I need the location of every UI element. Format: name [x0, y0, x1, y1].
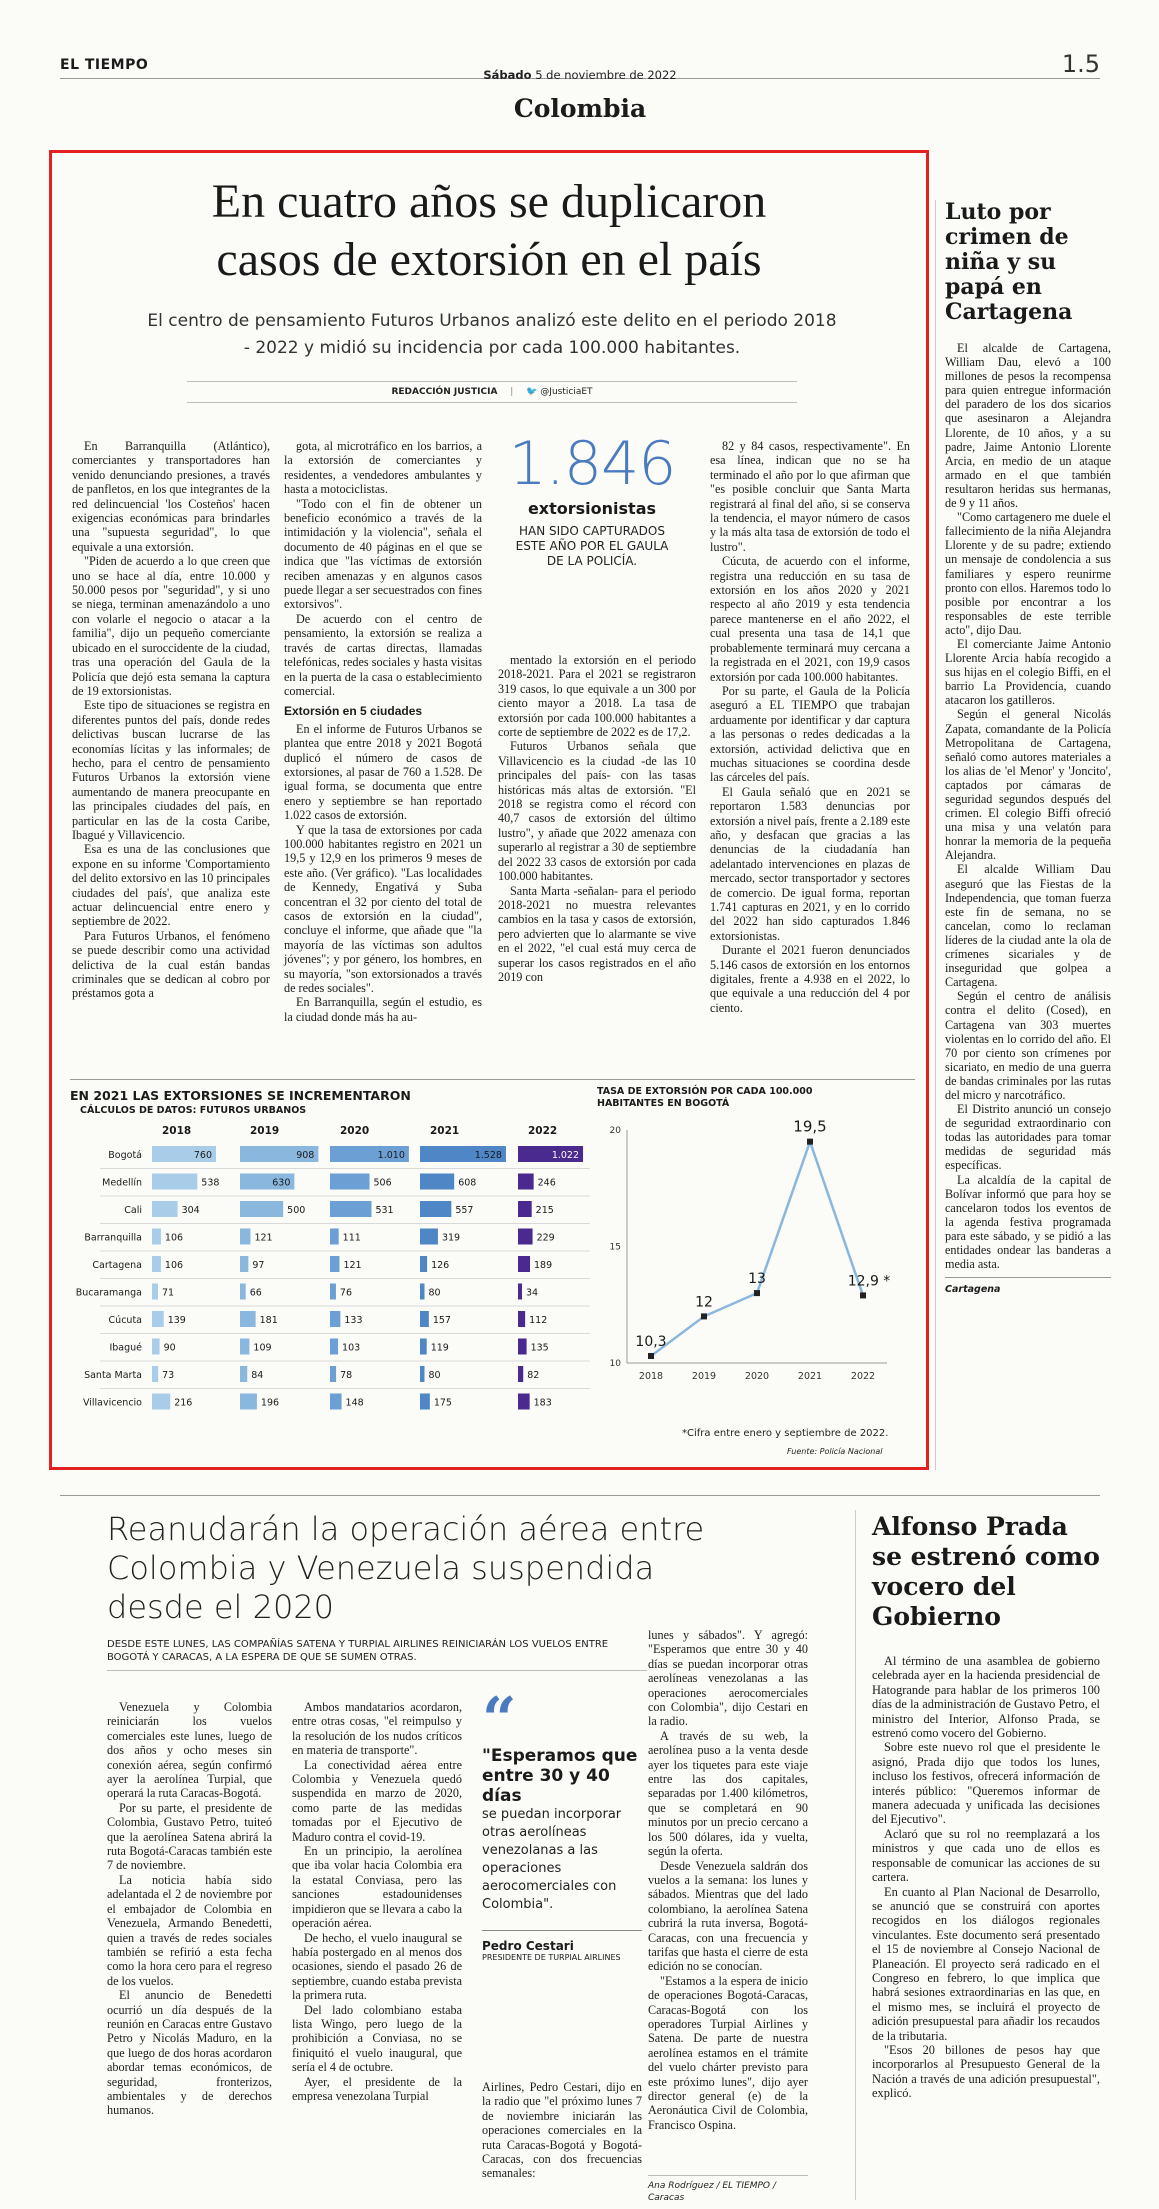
- quote-author: Pedro Cestari: [482, 1930, 642, 1953]
- bar-chart-bar: [330, 1284, 336, 1300]
- bar-chart-bar: [518, 1284, 522, 1300]
- bar-chart-value-label: 196: [260, 1397, 280, 1409]
- line-chart: [597, 1118, 897, 1403]
- line-chart-value-label: 12: [695, 1294, 713, 1311]
- bar-chart-value-label: 319: [441, 1232, 461, 1244]
- feature-paragraph: Esa es una de las conclusiones que expone en su informe 'Comportamiento del delito extorsivo en las 10 principales ciudades del país', que analiza este actuar delincuencial entre enero y septiembre de 2022.: [72, 842, 270, 929]
- bar-chart-value-label: 189: [534, 1260, 553, 1271]
- bar-chart-bar: [330, 1311, 340, 1327]
- chart-subtitle: CÁLCULOS DE DATOS: FUTUROS URBANOS: [80, 1105, 307, 1116]
- bar-chart-value-label: 157: [432, 1315, 451, 1326]
- bar-chart-bar: [330, 1339, 338, 1355]
- sidebar2-paragraph: "Esos 20 billones de pesos hay que incorporarlos al Presupuesto General de la Nación a través de una adición presupuestal", explicó.: [872, 2042, 1100, 2101]
- bar-chart-bar: [240, 1229, 250, 1245]
- bar-chart-year-label: 2022: [528, 1125, 558, 1137]
- bar-chart-value-label: 1.022: [551, 1150, 580, 1161]
- bar-chart-bar: [330, 1174, 370, 1190]
- bar-chart-value-label: 908: [296, 1150, 315, 1161]
- sidebar2-paragraph: Aclaró que su rol no reemplazará a los ministros y que cada uno de ellos es responsable de comunicar las acciones de su cartera.: [872, 1826, 1100, 1885]
- bar-chart-city-label: Barranquilla: [84, 1232, 142, 1244]
- bar-chart-bar: [240, 1284, 246, 1300]
- bar-chart-bar: [330, 1256, 339, 1272]
- feature-paragraph: Para Futuros Urbanos, el fenómeno se puede describir como una actividad delictiva de la cual están bandas criminales que se dedican al cobro por préstamos gota a: [72, 928, 270, 1001]
- story2-headline: Reanudarán la operación aérea entre Colombia y Venezuela suspendida desde el 2020: [107, 1510, 705, 1626]
- bar-chart-value-label: 215: [535, 1205, 554, 1216]
- bar-chart-bar: [330, 1229, 339, 1245]
- headline-line-1: En cuatro años se duplicaron: [211, 175, 767, 228]
- story2-paragraph: Ayer, el presidente de la empresa venezolana Turpial: [292, 2074, 462, 2103]
- bar-chart-value-label: 760: [193, 1150, 212, 1161]
- bar-chart-value-label: 73: [162, 1370, 175, 1381]
- sidebar-paragraph: La alcaldía de la capital de Bolívar informó que para hoy se cancelaron todos los eventos de la agenda festiva programada para este sábado, y se pidió a las entidades ondear las banderas a media asta.: [945, 1172, 1111, 1272]
- bar-chart-bar: [330, 1366, 336, 1382]
- bar-chart-bar: [518, 1174, 534, 1190]
- bar-chart-value-label: 34: [526, 1287, 539, 1299]
- line-chart-y-tick: 10: [609, 1359, 621, 1369]
- bar-chart-value-label: 82: [527, 1370, 540, 1381]
- line-chart-point: [860, 1292, 866, 1298]
- bar-chart-value-label: 500: [287, 1205, 306, 1216]
- bar-chart-value-label: 229: [536, 1232, 555, 1244]
- bar-chart-value-label: 80: [428, 1370, 441, 1381]
- section-title: Colombia: [513, 94, 647, 123]
- quote-mark-icon: “: [482, 1685, 517, 1755]
- line-chart-value-label: 19,5: [793, 1118, 827, 1136]
- bar-chart-bar: [152, 1284, 158, 1300]
- bar-chart-bar: [420, 1229, 438, 1245]
- bar-chart-year-label: 2019: [250, 1125, 280, 1137]
- bar-chart-value-label: 66: [249, 1287, 262, 1299]
- bar-chart-bar: [240, 1256, 248, 1272]
- feature-paragraph: En Barranquilla, según el estudio, es la ciudad donde más ha au-: [284, 995, 482, 1024]
- bar-chart-city-label: Santa Marta: [84, 1370, 142, 1381]
- feature-story: [49, 150, 929, 1470]
- line-chart-series: [651, 1142, 863, 1356]
- story2-paragraph: Desde Venezuela saldrán dos vuelos a la semana: los lunes y sábados. Mientras que del lado colombiano, la aerolínea Satena cubrirá la ruta inversa, Bogotá-Caracas, con una frecuencia y tarifas que hasta el cierre de esta edición no se conocían.: [648, 1858, 808, 1974]
- feature-paragraph: Este tipo de situaciones se registra en diferentes puntos del país, donde redes delictivas buscan lucrarse de las economías lícitas y las informales; de hecho, para el centro de pensamiento Futuros Urbanos la extorsión viene aumentando de manera preocupante en las principales ciudades del país, en particular en las de la costa Caribe, Ibagué y Villavicencio.: [72, 698, 270, 842]
- feature-column-3: [498, 653, 696, 984]
- feature-byline: [187, 381, 797, 403]
- bar-chart-bar: [420, 1311, 429, 1327]
- story2-paragraph: La noticia había sido adelantada el 2 de noviembre por el embajador de Colombia en Venezuela, Armando Benedetti, quien a través de redes sociales también se refirió a esta fecha como la hora cero para el regreso de los vuelos.: [107, 1872, 272, 1988]
- bar-chart-city-label: Cali: [124, 1205, 142, 1216]
- bar-chart-bar: [240, 1311, 256, 1327]
- sidebar-prada: [872, 1512, 1100, 2101]
- bar-chart-value-label: 106: [164, 1232, 184, 1244]
- bar-chart-bar: [330, 1394, 342, 1410]
- bar-chart-value-label: 121: [254, 1232, 273, 1244]
- bar-chart-value-label: 84: [251, 1370, 264, 1381]
- feature-paragraph: gota, al microtráfico en los barrios, a la extorsión de comerciantes y residentes, a vendedores ambulantes y hasta a motociclistas.: [284, 439, 482, 497]
- sidebar2-paragraph: Sobre este nuevo rol que el presidente le asignó, Prada dijo que todos los lunes, incluso los festivos, ofrecerá información de interés público: "Queremos informar de manera adecuada y unificada las decisiones del Ejecutivo".: [872, 1740, 1100, 1827]
- bar-chart-bar: [420, 1284, 425, 1300]
- line-chart-x-tick: 2020: [744, 1371, 770, 1382]
- bar-chart-bar: [420, 1366, 425, 1382]
- bar-chart-value-label: 119: [430, 1342, 449, 1354]
- sidebar-paragraph: "Como cartagenero me duele el fallecimiento de la niña Alejandra Llorente y de su padre; extiendo un mensaje de condolencia a sus familiares y espero reunirme pronto con ellos. Haremos todo lo posible por encontrar a los responsables de este terrible acto", dijo Dau.: [945, 510, 1111, 637]
- bar-chart-bar: [330, 1201, 371, 1217]
- story2-column-3: [482, 2080, 642, 2181]
- story2-column-4: [648, 1628, 808, 2132]
- bar-chart-bar: [240, 1366, 247, 1382]
- quote-bold: "Esperamos que entre 30 y 40 días: [482, 1746, 638, 1806]
- bar-chart-value-label: 531: [375, 1205, 394, 1216]
- story2-deck: DESDE ESTE LUNES, LAS COMPAÑÍAS SATENA Y TURPIAL AIRLINES REINICIARÁN LOS VUELOS ENTRE BOGOTÁ Y CARACAS, A LA ESPERA DE QUE SE SUMEN OTRAS.: [107, 1638, 647, 1671]
- bar-chart-value-label: 76: [339, 1287, 353, 1299]
- story2-paragraph: Venezuela y Colombia reiniciarán los vuelos comerciales este lunes, luego de dos años y ocho meses sin conexión aérea, según confirmó ayer la aerolínea Turpial, que operará la ruta Caracas-Bogotá.: [107, 1700, 272, 1801]
- feature-paragraph: El Gaula señaló que en 2021 se reportaron 1.583 denuncias por extorsión a nivel país, frente a 2.189 este año, y desfacan que gracias a las denuncias de la ciudadanía han adelantado intervenciones en plazas de mercado, sector transportador y sectores de comercio. De igual forma, reportan 1.741 capturas en 2021, y en lo corrido del 2022 han sido capturados 1.846 extorsionistas.: [710, 784, 910, 943]
- bar-chart-year-label: 2020: [340, 1125, 370, 1137]
- bar-chart-bar: [240, 1339, 249, 1355]
- sidebar-cartagena: [945, 200, 1111, 1295]
- chart-rule: [70, 1079, 915, 1080]
- bar-chart-value-label: 133: [344, 1315, 363, 1326]
- bar-chart-year-label: 2018: [162, 1125, 192, 1137]
- line-chart-point: [754, 1290, 760, 1296]
- bar-chart-bar: [420, 1394, 430, 1410]
- story2-paragraph: De hecho, el vuelo inaugural se había postergado en al menos dos ocasiones, siendo el pasado 26 de septiembre, cuando estaba prevista la primera ruta.: [292, 1930, 462, 2003]
- feature-column-2: [284, 439, 482, 1024]
- bar-chart-value-label: 216: [174, 1397, 193, 1409]
- line-chart-title: TASA DE EXTORSIÓN POR CADA 100.000 HABITANTES EN BOGOTÁ: [597, 1086, 813, 1109]
- bar-chart-city-label: Bucaramanga: [75, 1287, 142, 1299]
- bar-chart-value-label: 183: [533, 1397, 552, 1409]
- bar-chart-bar: [420, 1339, 427, 1355]
- quote-role: PRESIDENTE DE TURPIAL AIRLINES: [482, 1953, 621, 1962]
- byline-divider: |: [510, 387, 514, 397]
- feature-paragraph: Y que la tasa de extorsiones por cada 100.000 habitantes registro en 2021 un 19,5 y 12,9 en los primeros 9 meses de este año. (Ver gráfico). "Las localidades de Kennedy, Engativá y Suba concentran el 32 por ciento del total de casos de extorsión en la ciudad", concluye el informe, que añade que "la mayoría de las víctimas son adultos jóvenes"; y por género, los hombres, en su mayoría, "son extorsionados a través de redes sociales".: [284, 822, 482, 996]
- story2-paragraph: Airlines, Pedro Cestari, dijo en la radio que "el próximo lunes 7 de noviembre iniciarán las operaciones comerciales en la ruta Caracas-Bogotá y Bogotá-Caracas, con dos frecuencias semanales:: [482, 2080, 642, 2181]
- bar-chart-value-label: 112: [529, 1315, 548, 1326]
- stat-label: extorsionistas: [527, 499, 657, 518]
- sidebar-paragraph: El alcalde de Cartagena, William Dau, elevó a 100 millones de pesos la recompensa para quien entregue información del paradero de los dos sicarios que asesinaron a Alejandra Llorente, de 10 años, y a su padre, Jaime Antonio Llorente Arcia, en medio de un ataque armado en el que también resultaron heridas sus hermanas, de 9 y 11 años.: [945, 341, 1111, 511]
- bar-chart-bar: [152, 1174, 197, 1190]
- bar-chart-bar: [420, 1256, 427, 1272]
- bar-chart-bar: [240, 1394, 257, 1410]
- feature-headline: [52, 173, 926, 289]
- story2-credit: Ana Rodríguez / EL TIEMPO / Caracas: [648, 2175, 808, 2204]
- sidebar-source: Cartagena: [945, 1284, 1001, 1296]
- feature-paragraph: De acuerdo con el centro de pensamiento, la extorsión se realiza a través de cartas directas, llamadas telefónicas, redes sociales y hasta visitas en la puerta de la casa o establecimiento comercial.: [284, 611, 482, 698]
- date-rest: 5 de noviembre de 2022: [531, 68, 677, 82]
- line-chart-y-tick: 20: [609, 1126, 621, 1136]
- bar-chart-value-label: 175: [433, 1397, 452, 1409]
- page-number: 1.5: [1061, 50, 1100, 78]
- bar-chart-value-label: 148: [345, 1397, 364, 1409]
- brand-logo: EL TIEMPO: [60, 57, 149, 73]
- sidebar-paragraph: Según el centro de análisis contra el delito (Cosed), en Cartagena van 303 muertes violentas en lo corrido del año. El 70 por ciento son crímenes por sicariato, en medio de una guerra de bandas criminales por las rutas del micro y narcotráfico.: [945, 989, 1111, 1102]
- date-day: Sábado: [483, 68, 532, 82]
- bar-chart-value-label: 109: [253, 1342, 272, 1354]
- story2-paragraph: A través de su web, la aerolínea puso a la venta desde ayer los tiquetes para este viaje entre las dos capitales, separadas por 1.400 kilómetros, que se completará en 90 minutos por un precio cercano a los 500 dólares, ida y vuelta, según la oferta.: [648, 1728, 808, 1859]
- feature-column-4: [710, 439, 910, 1015]
- feature-paragraph: En el informe de Futuros Urbanos se plantea que entre 2018 y 2021 Bogotá duplicó el número de casos de extorsiones, al pasar de 760 a 1.528. De igual forma, se documenta que entre enero y septiembre se han reportado 1.022 casos de extorsión.: [284, 721, 482, 823]
- story2-paragraph: Ambos mandatarios acordaron, entre otras cosas, "el reimpulso y la resolución de los nudos críticos en materia de transporte".: [292, 1700, 462, 1758]
- feature-paragraph: Santa Marta -señalan- para el periodo 2018-2021 no muestra relevantes cambios en la tasa y casos de extorsión, pero advierten que lo alarmante se vive en el 2022, "el cual está muy cerca de superar los casos registrados en el año 2019 con: [498, 883, 696, 984]
- feature-paragraph: "Piden de acuerdo a lo que creen que uno se hace al día, entre 10.000 y 50.000 pesos por "seguridad", y si uno se niega, terminan amenazándolo a uno con volarle el negocio o atacar a la familia", dijo un pequeño comerciante ubicado en el suroccidente de la ciudad, tras una operación del Gaula de la Policía que dejó esta semana la captura de 19 extorsionistas.: [72, 554, 270, 698]
- feature-paragraph: Cúcuta, de acuerdo con el informe, registra una reducción en su tasa de extorsión en los años 2020 y 2021 respecto al año 2019 y esta tendencia parece mantenerse en el año 2022, el cual presenta una tasa de 14,1 que probablemente terminará muy cercana a la registrada en el 2021, con 19,9 casos extorsión por cada 100.000 habitantes.: [710, 554, 910, 684]
- bar-chart-bar: [152, 1256, 161, 1272]
- bar-chart-bar: [518, 1229, 533, 1245]
- stat-number: 1.846: [508, 429, 676, 499]
- story2-paragraph: lunes y sábados". Y agregó: "Esperamos que entre 30 y 40 días se puedan incorporar otras aerolíneas venezolanas a las operaciones aerocomerciales con Colombia", dijo Cestari en la radio.: [648, 1628, 808, 1729]
- byline-author: REDACCIÓN JUSTICIA: [391, 387, 498, 397]
- bar-chart-bar: [152, 1311, 164, 1327]
- chart-title: EN 2021 LAS EXTORSIONES SE INCREMENTARON: [70, 1088, 411, 1103]
- line-chart-x-tick: 2022: [850, 1371, 876, 1382]
- feature-paragraph: mentado la extorsión en el periodo 2018-2021. Para el 2021 se registraron 319 casos, lo que equivale a un 300 por ciento mayor a 2018. La tasa de extorsión por cada 100.000 habitantes a corte de septiembre de 2022 es de 17,2.: [498, 653, 696, 740]
- bar-chart-value-label: 111: [342, 1232, 361, 1244]
- line-chart-x-tick: 2018: [638, 1371, 664, 1382]
- bar-chart-value-label: 71: [161, 1287, 175, 1299]
- bar-chart-value-label: 246: [537, 1177, 556, 1189]
- story2-paragraph: En un principio, la aerolínea que iba volar hacia Colombia era la estatal Conviasa, pero las sanciones estadounidenses impidieron que se llevara a cabo la operación aérea.: [292, 1844, 462, 1931]
- bar-chart-bar: [420, 1201, 451, 1217]
- byline-handle: @JusticiaET: [540, 387, 593, 397]
- chart-source: Fuente: Policía Nacional: [787, 1447, 883, 1456]
- sidebar-paragraph: El Distrito anunció un consejo de seguridad extraordinario con todas las autoridades para tomar medidas de seguridad más específicas.: [945, 1102, 1111, 1173]
- bar-chart-value-label: 1.010: [377, 1150, 405, 1161]
- quote-rest: se puedan incorporar otras aerolíneas venezolanas a las operaciones aerocomerciales con Colombia".: [482, 1807, 622, 1912]
- bar-chart-value-label: 90: [163, 1342, 176, 1354]
- line-chart-point: [701, 1313, 707, 1319]
- bar-chart-city-label: Ibagué: [109, 1342, 142, 1354]
- chart-note: *Cifra entre enero y septiembre de 2022.: [682, 1428, 889, 1439]
- bar-chart-bar: [518, 1201, 532, 1217]
- subheading: Extorsión en 5 ciudades: [284, 704, 423, 719]
- bar-chart-value-label: 538: [201, 1177, 220, 1189]
- bar-chart-value-label: 97: [252, 1260, 265, 1271]
- line-chart-value-label: 10,3: [635, 1334, 667, 1351]
- bar-chart-bar: [420, 1174, 454, 1190]
- bar-chart-value-label: 121: [343, 1260, 362, 1271]
- story2-paragraph: Del lado colombiano estaba lista Wingo, pero luego de la prohibición a Conviasa, no se finiquitó el vuelo inaugural, que sería el 4 de octubre.: [292, 2002, 462, 2075]
- bar-chart-bar: [518, 1256, 530, 1272]
- line-chart-value-label: 13: [748, 1271, 766, 1288]
- feature-deck: El centro de pensamiento Futuros Urbanos analizó este delito en el periodo 2018 - 2022 y midió su incidencia por cada 100.000 habitantes.: [147, 311, 837, 358]
- sidebar-paragraph: Según el general Nicolás Zapata, comandante de la Policía Metropolitana de Cartagena, señaló como autores materiales a los alias de 'el Menor' y 'Joncito', captados por cámaras de seguridad segundos después del crimen. El colegio Biffi ofreció una misa y una velatón para honrar la memoria de la pequeña Alejandra.: [945, 707, 1111, 863]
- feature-paragraph: "Todo con el fin de obtener un beneficio económico a través de la intimidación y la violencia", señala el documento de 40 páginas en el que se indica que "las víctimas de extorsión reciben amenazas y en algunos casos puede llegar a ser secuestrados con fines extorsivos".: [284, 496, 482, 612]
- bar-chart-value-label: 557: [455, 1205, 474, 1216]
- bar-chart-value-label: 78: [340, 1370, 353, 1381]
- bar-chart-value-label: 304: [181, 1205, 200, 1216]
- line-chart-x-tick: 2021: [797, 1371, 823, 1382]
- bar-chart-city-label: Cúcuta: [108, 1315, 142, 1326]
- line-chart-x-tick: 2019: [691, 1371, 717, 1382]
- bar-chart-value-label: 126: [431, 1260, 450, 1271]
- bar-chart-value-label: 139: [167, 1315, 186, 1326]
- twitter-icon: 🐦: [526, 387, 538, 397]
- sidebar2-paragraph: Al término de una asamblea de gobierno celebrada ayer en la hacienda presidencial de Hatogrande para hablar de los primeros 100 días de la administración de Gustavo Petro, el ministro del Interior, Alfonso Prada, se estrenó como vocero del Gobierno.: [872, 1654, 1100, 1741]
- bar-chart: [70, 1118, 595, 1448]
- line-chart-y-tick: 15: [609, 1242, 621, 1253]
- bar-chart-value-label: 80: [428, 1287, 441, 1299]
- sidebar2-paragraph: En cuanto al Plan Nacional de Desarrollo, se anunció que se construirá con aportes recogidos en los diálogos regionales vinculantes. Este documento será presentado el 15 de noviembre al Consejo Nacional de Planeación. El proyecto será radicado en el Congreso en febrero, lo que implica que habrá sesiones extraordinarias en las que, en el mismo mes, se incluirá el proyecto de adición presupuestal para añadir los recaudos de la tributaria.: [872, 1884, 1100, 2043]
- bar-chart-bar: [518, 1311, 525, 1327]
- sidebar2-divider: [855, 1510, 856, 2200]
- bar-chart-value-label: 506: [373, 1177, 392, 1189]
- story2-column-2: [292, 1700, 462, 2103]
- bar-chart-bar: [518, 1394, 530, 1410]
- sidebar-source-rule: [945, 1277, 1111, 1278]
- story2-paragraph: "Estamos a la espera de inicio de operaciones Bogotá-Caracas, Caracas-Bogotá con los operadores Turpial Airlines y Satena. De parte de nuestra aerolínea estamos en el trámite del vuelo chárter previsto para este próximo lunes", dijo ayer director general (e) de la Aeronáutica Civil de Colombia, Francisco Ospina.: [648, 1973, 808, 2132]
- bar-chart-value-label: 106: [164, 1260, 184, 1271]
- bar-chart-city-label: Cartagena: [92, 1260, 142, 1271]
- bar-chart-city-label: Villavicencio: [82, 1397, 142, 1409]
- headline-line-2: casos de extorsión en el país: [216, 233, 762, 286]
- sidebar-paragraph: El comerciante Jaime Antonio Llorente Arcia había recogido a sus hijas en el colegio Biffi, en el barrio La Providencia, cuando atacaron los gatilleros.: [945, 636, 1111, 708]
- bar-chart-bar: [152, 1201, 178, 1217]
- feature-paragraph: En Barranquilla (Atlántico), comerciantes y transportadores han venido denunciando presiones, a través de panfletos, en los que integrantes de la red delincuencial 'los Costeños' hacen exigencias económicas para brindarles una "supuesta seguridad", lo que equivale a una extorsión.: [72, 439, 270, 554]
- dateline: [60, 68, 1100, 82]
- bar-chart-value-label: 135: [530, 1342, 549, 1354]
- line-chart-point: [807, 1139, 813, 1145]
- bar-chart-bar: [152, 1366, 158, 1382]
- stat-box: [507, 431, 677, 569]
- line-chart-point: [648, 1353, 654, 1359]
- masthead: [60, 50, 1100, 140]
- bar-chart-bar: [152, 1394, 170, 1410]
- feature-column-1: [72, 439, 270, 1001]
- bar-chart-bar: [240, 1201, 283, 1217]
- bar-chart-bar: [152, 1229, 161, 1245]
- bar-chart-value-label: 630: [272, 1177, 291, 1189]
- bar-chart-value-label: 1.528: [474, 1150, 502, 1161]
- sidebar-body: [945, 341, 1111, 1271]
- sidebar-divider: [935, 200, 936, 1470]
- section-divider: [60, 1495, 1100, 1496]
- pull-quote: [482, 1685, 642, 1963]
- sidebar2-headline: Alfonso Prada se estrenó como vocero del Gobierno: [872, 1512, 1100, 1631]
- story2-paragraph: La conectividad aérea entre Colombia y Venezuela quedó suspendida en marzo de 2020, como parte de las medidas tomadas por el Ejecutivo de Maduro contra el covid-19.: [292, 1757, 462, 1844]
- feature-paragraph: Por su parte, el Gaula de la Policía aseguró a EL TIEMPO que trabajan arduamente por identificar y dar captura a las personas o redes dedicadas a la extorsión, actividad delictiva que en muchas situaciones se coordina desde las cárceles del país.: [710, 683, 910, 785]
- bar-chart-year-label: 2021: [430, 1125, 460, 1137]
- story2-column-1: [107, 1700, 272, 2118]
- bar-chart-value-label: 103: [342, 1342, 361, 1354]
- bar-chart-bar: [518, 1366, 523, 1382]
- bar-chart-city-label: Medellín: [102, 1177, 142, 1189]
- story2-paragraph: El anuncio de Benedetti ocurrió un día después de la reunión en Caracas entre Gustavo Petro y Nicolás Maduro, en la que luego de dos horas acordaron abordar temas económicos, de seguridad, fronterizos, ambientales y de derechos humanos.: [107, 1988, 272, 2118]
- sidebar-paragraph: El alcalde William Dau aseguró que las Fiestas de la Independencia, que toman fuerza este fin de semana, no se cancelan, como lo reclaman líderes de la ciudad ante la ola de crímenes sicariales y de inseguridad que golpea a Cartagena.: [945, 862, 1111, 990]
- bar-chart-value-label: 608: [458, 1177, 477, 1189]
- feature-paragraph: Futuros Urbanos señala que Villavicencio es la ciudad -de las 10 principales del país- con las tasas históricas más altas de extorsión. "El 2018 se registra como el récord con 40,7 casos de extorsión del último lustro", y añade que 2022 amenaza con superarlo al registrar a 30 de septiembre del 2022 33 casos de extorsión por cada 100.000 habitantes.: [498, 739, 696, 884]
- sidebar2-body: [872, 1654, 1100, 2101]
- feature-paragraph: 82 y 84 casos, respectivamente". En esa línea, indican que no se ha terminado el año por lo que afirman que "es posible concluir que Santa Marta registrará al final del año, si se conserva la tendencia, el mayor número de casos y la más alta tasa de extorsión de todo el lustro".: [710, 439, 910, 554]
- bar-chart-bar: [518, 1339, 527, 1355]
- feature-paragraph: Durante el 2021 fueron denunciados 5.146 casos de extorsión en los entornos digitales, frente a 4.938 en el 2022, lo que equivale a una reducción del 4 por ciento.: [710, 943, 910, 1015]
- story2-paragraph: Por su parte, el presidente de Colombia, Gustavo Petro, tuiteó que la aerolínea Satena abrirá la ruta Bogotá-Caracas también este 7 de noviembre.: [107, 1800, 272, 1873]
- line-chart-value-label: 12,9 *: [847, 1273, 891, 1290]
- bar-chart-value-label: 181: [259, 1315, 278, 1326]
- stat-text: HAN SIDO CAPTURADOS ESTE AÑO POR EL GAULA DE LA POLICÍA.: [515, 524, 669, 568]
- sidebar-headline: Luto por crimen de niña y su papá en Cartagena: [945, 199, 1073, 325]
- bar-chart-bar: [152, 1339, 160, 1355]
- bar-chart-city-label: Bogotá: [108, 1150, 142, 1161]
